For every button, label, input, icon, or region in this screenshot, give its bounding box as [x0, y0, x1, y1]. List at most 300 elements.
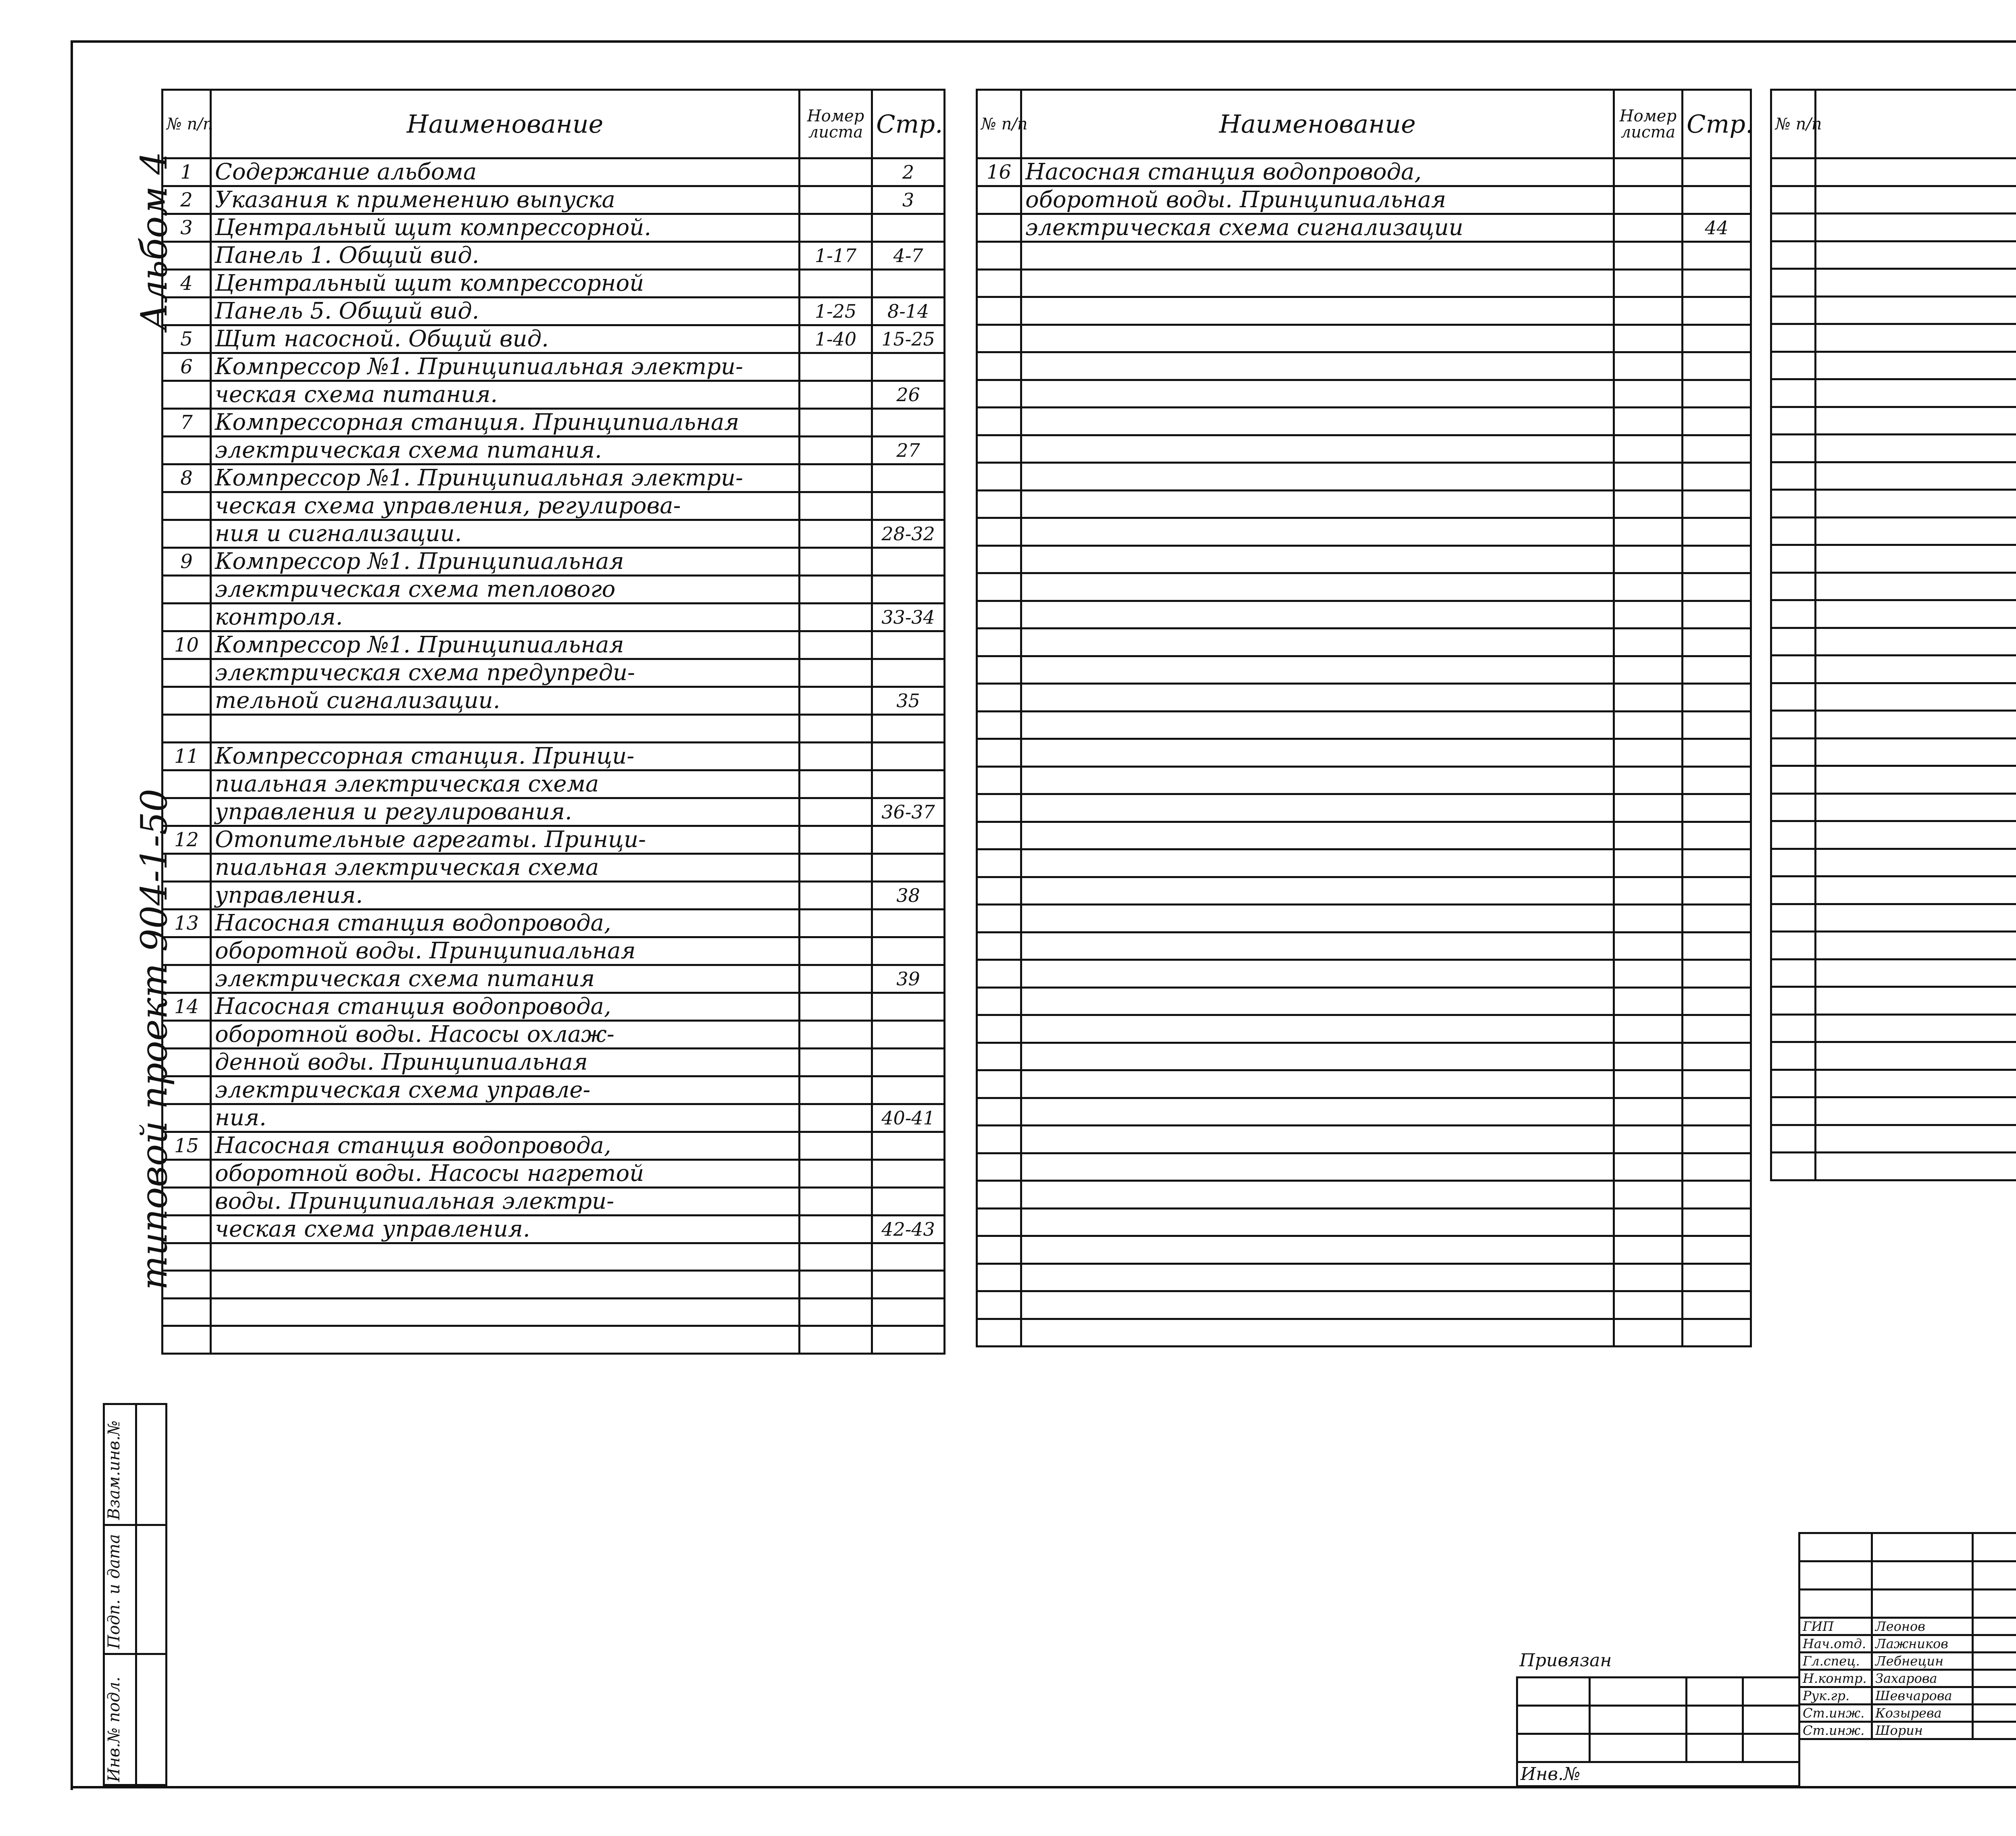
- table-row: [162, 1271, 945, 1299]
- cell-sheet: [1614, 960, 1683, 988]
- cell-sheet: [1614, 794, 1683, 822]
- cell-page: 2: [872, 158, 945, 186]
- cell-num: [977, 435, 1021, 463]
- cell-page: [1683, 408, 1751, 435]
- cell-num: [1771, 572, 1816, 600]
- cell-sheet: [1614, 1070, 1683, 1098]
- cell-page: [1683, 490, 1751, 518]
- cell-sheet: [800, 770, 872, 798]
- role-row: [1799, 1687, 2016, 1705]
- cell-name: [1816, 1125, 2016, 1153]
- cell-num: [1771, 904, 1816, 932]
- cell-num: [1771, 269, 1816, 297]
- table-row: [162, 576, 945, 604]
- cell-name: [1021, 711, 1614, 739]
- cell-name: [1816, 214, 2016, 241]
- cell-sheet: [1614, 1126, 1683, 1153]
- table-row: [977, 1264, 1751, 1291]
- cell-num: [1771, 352, 1816, 379]
- table-row: [162, 853, 945, 881]
- cell-name: [1816, 656, 2016, 683]
- cell-name: [1816, 269, 2016, 297]
- cell-name: оборотной воды. Насосы охлаж-: [211, 1020, 800, 1048]
- table-row: [1771, 186, 2016, 214]
- cell-name: Компрессор №1. Принципиальная: [211, 548, 800, 576]
- cell-name: оборотной воды. Насосы нагретой: [211, 1159, 800, 1187]
- cell-num: [1771, 214, 1816, 241]
- table-row: [1771, 959, 2016, 987]
- cell-name: [1816, 324, 2016, 352]
- cell-sheet: [800, 1243, 872, 1271]
- role-row: [1799, 1670, 2016, 1687]
- cell-num: [977, 794, 1021, 822]
- cell-sheet: [800, 548, 872, 576]
- cell-num: [977, 242, 1021, 270]
- table-row: [162, 715, 945, 743]
- table-row: [162, 242, 945, 270]
- table-row: [162, 909, 945, 937]
- cell-num: [1771, 793, 1816, 821]
- cell-sheet: [800, 353, 872, 381]
- cell-name: электрическая схема питания: [211, 965, 800, 993]
- cell-name: Насосная станция водопровода,: [211, 909, 800, 937]
- cell-name: [1816, 821, 2016, 849]
- cell-num: [977, 214, 1021, 242]
- cell-num: [1771, 186, 1816, 214]
- cell-page: [1683, 905, 1751, 933]
- cell-sheet: [1614, 1043, 1683, 1070]
- cell-name: Насосная станция водопровода,: [211, 1132, 800, 1159]
- signature-cell: [1973, 1618, 2016, 1635]
- cell-name: [1021, 629, 1614, 656]
- cell-name: [1021, 822, 1614, 849]
- cell-name: Центральный щит компрессорной: [211, 270, 800, 298]
- cell-page: [1683, 1208, 1751, 1236]
- table-row: [162, 1048, 945, 1076]
- cell-num: [1771, 849, 1816, 876]
- cell-name: [1816, 379, 2016, 407]
- table-row: [162, 604, 945, 631]
- cell-page: [872, 1271, 945, 1299]
- cell-page: [872, 937, 945, 965]
- cell-num: [162, 576, 211, 604]
- cell-sheet: [1614, 297, 1683, 325]
- table-row: [977, 158, 1751, 186]
- cell-num: [162, 687, 211, 715]
- cell-num: [977, 656, 1021, 684]
- cell-name: воды. Принципиальная электри-: [211, 1187, 800, 1215]
- cell-num: [977, 1126, 1021, 1153]
- cell-page: 44: [1683, 214, 1751, 242]
- role-row: [1799, 1722, 2016, 1739]
- cell-sheet: [800, 798, 872, 826]
- contents-table-3-body: [1771, 158, 2016, 1180]
- bind-cell: [1517, 1677, 1590, 1705]
- cell-sheet: [1614, 739, 1683, 767]
- cell-sheet: [1614, 1236, 1683, 1264]
- cell-sheet: [1614, 1098, 1683, 1126]
- title-block: [1516, 1532, 2016, 1782]
- table-row: [1771, 1070, 2016, 1097]
- cell-name: [1021, 1153, 1614, 1181]
- cell-name: [1021, 297, 1614, 325]
- table-row: [162, 1159, 945, 1187]
- cell-page: [872, 659, 945, 687]
- cell-num: [977, 684, 1021, 712]
- cell-num: [977, 352, 1021, 380]
- role-label: Ст.инж.: [1799, 1705, 1872, 1722]
- contents-table-1-body: [162, 158, 945, 1354]
- table-row: [977, 1126, 1751, 1153]
- cell-page: [1683, 601, 1751, 629]
- table-row: [977, 601, 1751, 629]
- cell-page: [1683, 545, 1751, 573]
- cell-name: [211, 1298, 800, 1326]
- table-row: [977, 545, 1751, 573]
- cell-num: 11: [162, 742, 211, 770]
- cell-page: 15-25: [872, 325, 945, 353]
- cell-num: [1771, 1042, 1816, 1070]
- table-row: [977, 960, 1751, 988]
- cell-sheet: [800, 492, 872, 520]
- cell-num: [162, 659, 211, 687]
- cell-name: [1021, 408, 1614, 435]
- role-person: Захарова: [1872, 1670, 1973, 1687]
- cell-name: [1021, 1181, 1614, 1209]
- cell-page: 3: [872, 186, 945, 214]
- cell-page: [1683, 1236, 1751, 1264]
- cell-sheet: [1614, 766, 1683, 794]
- cell-num: [1771, 1153, 1816, 1180]
- cell-name: [211, 1243, 800, 1271]
- cell-sheet: [1614, 601, 1683, 629]
- cell-num: [977, 1153, 1021, 1181]
- cell-name: [1816, 517, 2016, 545]
- cell-page: [1683, 1043, 1751, 1070]
- cell-name: [211, 715, 800, 743]
- side-album: Альбом 4: [133, 151, 175, 331]
- cell-sheet: [800, 1187, 872, 1215]
- cell-sheet: [1614, 932, 1683, 960]
- cell-num: [162, 604, 211, 631]
- cell-name: [1816, 435, 2016, 462]
- table-row: [162, 1020, 945, 1048]
- cell-num: [977, 1236, 1021, 1264]
- sig-cell: [1973, 1590, 2016, 1618]
- bind-cell: [1590, 1734, 1687, 1762]
- table-row: [1771, 517, 2016, 545]
- cell-name: денной воды. Принципиальная: [211, 1048, 800, 1076]
- cell-num: [977, 905, 1021, 933]
- table-row: [977, 849, 1751, 877]
- cell-sheet: [800, 604, 872, 631]
- cell-name: Насосная станция водопровода,: [1021, 158, 1614, 186]
- frame-left: [71, 40, 73, 1790]
- cell-name: [1816, 1097, 2016, 1125]
- role-label: ГИП: [1799, 1618, 1872, 1635]
- cell-name: [1021, 490, 1614, 518]
- table-row: [162, 965, 945, 993]
- cell-name: [1816, 932, 2016, 960]
- cell-name: Отопительные агрегаты. Принци-: [211, 826, 800, 853]
- cell-name: [1021, 1264, 1614, 1291]
- cell-name: управления.: [211, 881, 800, 909]
- role-person: Козырева: [1872, 1705, 1973, 1722]
- cell-sheet: [1614, 684, 1683, 712]
- cell-name: [211, 1271, 800, 1299]
- cell-num: [977, 629, 1021, 656]
- table-row: [1771, 241, 2016, 269]
- cell-num: [977, 601, 1021, 629]
- cell-name: пиальная электрическая схема: [211, 770, 800, 798]
- cell-name: [1816, 1042, 2016, 1070]
- cell-page: [1683, 297, 1751, 325]
- cell-page: [1683, 1264, 1751, 1291]
- table-row: [977, 656, 1751, 684]
- table-row: [162, 492, 945, 520]
- cell-name: [1816, 407, 2016, 435]
- cell-sheet: [800, 937, 872, 965]
- cell-sheet: [800, 520, 872, 548]
- table-row: [1771, 849, 2016, 876]
- cell-num: [162, 492, 211, 520]
- cell-name: Компрессорная станция. Принципиальная: [211, 409, 800, 437]
- cell-page: [872, 853, 945, 881]
- cell-page: [872, 1298, 945, 1326]
- table-row: [977, 932, 1751, 960]
- cell-page: [872, 464, 945, 492]
- inv-label: Инв.№: [1517, 1762, 1799, 1786]
- cell-sheet: [800, 1020, 872, 1048]
- cell-page: 28-32: [872, 520, 945, 548]
- table-row: [1771, 296, 2016, 324]
- cell-num: [162, 1076, 211, 1104]
- table-row: [1771, 462, 2016, 490]
- table-row: [1771, 628, 2016, 656]
- cell-sheet: [1614, 408, 1683, 435]
- cell-sheet: [800, 909, 872, 937]
- cell-num: [162, 1187, 211, 1215]
- table-row: [977, 1208, 1751, 1236]
- col-num-header-3: № п/п: [1771, 90, 1816, 158]
- sig-cell: [1872, 1561, 1973, 1590]
- sig-cell: [1872, 1533, 1973, 1561]
- signatures-grid: [1798, 1532, 2016, 1740]
- table-row: [162, 770, 945, 798]
- table-row: [162, 409, 945, 437]
- cell-sheet: [1614, 214, 1683, 242]
- cell-sheet: [1614, 987, 1683, 1015]
- bind-cell: [1743, 1705, 1799, 1734]
- role-row: [1799, 1635, 2016, 1653]
- cell-page: [1683, 766, 1751, 794]
- table-row: [1771, 214, 2016, 241]
- cell-name: ния.: [211, 1104, 800, 1132]
- cell-num: [1771, 656, 1816, 683]
- table-row: [977, 1319, 1751, 1347]
- table-row: [1771, 490, 2016, 518]
- cell-name: [1021, 435, 1614, 463]
- signature-cell: [1973, 1635, 2016, 1653]
- cell-page: 38: [872, 881, 945, 909]
- cell-page: [872, 270, 945, 298]
- table-row: [977, 1098, 1751, 1126]
- side-stamp-h1: [103, 1524, 167, 1526]
- cell-num: 12: [162, 826, 211, 853]
- table-row: [1771, 600, 2016, 628]
- cell-sheet: [1614, 325, 1683, 352]
- cell-num: [977, 1264, 1021, 1291]
- cell-num: [977, 1319, 1021, 1347]
- cell-name: [1816, 1070, 2016, 1097]
- cell-page: [1683, 573, 1751, 601]
- cell-num: [977, 1291, 1021, 1319]
- cell-page: [1683, 380, 1751, 408]
- cell-num: [977, 463, 1021, 491]
- cell-name: [1816, 186, 2016, 214]
- cell-num: [1771, 959, 1816, 987]
- cell-num: [977, 766, 1021, 794]
- side-project: типовой проект 904-1-50: [133, 789, 175, 1290]
- cell-num: 3: [162, 214, 211, 242]
- table-row: [977, 905, 1751, 933]
- table-row: [1771, 932, 2016, 960]
- cell-name: управления и регулирования.: [211, 798, 800, 826]
- cell-name: [1816, 600, 2016, 628]
- bind-cell: [1590, 1705, 1687, 1734]
- cell-page: [872, 1048, 945, 1076]
- cell-page: [872, 492, 945, 520]
- cell-page: [1683, 822, 1751, 849]
- cell-name: электрическая схема управле-: [211, 1076, 800, 1104]
- cell-sheet: [800, 464, 872, 492]
- cell-sheet: [800, 715, 872, 743]
- cell-num: [1771, 987, 1816, 1015]
- cell-page: [872, 715, 945, 743]
- cell-num: 16: [977, 158, 1021, 186]
- cell-num: [162, 770, 211, 798]
- cell-num: [1771, 1097, 1816, 1125]
- cell-num: [977, 325, 1021, 352]
- table-row: [162, 381, 945, 409]
- roles-body: [1799, 1618, 2016, 1739]
- bind-cell: [1687, 1677, 1743, 1705]
- role-label: Ст.инж.: [1799, 1722, 1872, 1739]
- cell-sheet: [800, 687, 872, 715]
- cell-sheet: [1614, 545, 1683, 573]
- table-row: [977, 242, 1751, 270]
- table-row: [977, 794, 1751, 822]
- cell-name: [1816, 1014, 2016, 1042]
- cell-num: [1771, 1070, 1816, 1097]
- cell-name: [1021, 849, 1614, 877]
- cell-sheet: [800, 631, 872, 659]
- signature-cell: [1973, 1722, 2016, 1739]
- cell-num: [1771, 876, 1816, 904]
- cell-sheet: [1614, 490, 1683, 518]
- cell-sheet: [1614, 1319, 1683, 1347]
- table-row: [162, 659, 945, 687]
- cell-page: 4-7: [872, 242, 945, 270]
- signature-cell: [1973, 1653, 2016, 1670]
- cell-name: [1021, 766, 1614, 794]
- contents-table-3: [1770, 89, 2016, 1181]
- cell-name: [1021, 656, 1614, 684]
- cell-num: [162, 1326, 211, 1354]
- table-row: [1771, 1125, 2016, 1153]
- cell-name: [1816, 628, 2016, 656]
- side-stamp-2: Подп. и дата: [105, 1534, 123, 1649]
- cell-name: Компрессор №1. Принципиальная: [211, 631, 800, 659]
- cell-num: [1771, 1125, 1816, 1153]
- cell-sheet: 1-17: [800, 242, 872, 270]
- signature-cell: [1973, 1670, 2016, 1687]
- col-page-header: Стр.: [872, 90, 945, 158]
- cell-num: [162, 853, 211, 881]
- table-row: [977, 214, 1751, 242]
- cell-num: 8: [162, 464, 211, 492]
- cell-page: [1683, 435, 1751, 463]
- cell-page: [1683, 463, 1751, 491]
- cell-page: [1683, 518, 1751, 546]
- cell-page: [872, 993, 945, 1020]
- cell-page: [1683, 269, 1751, 297]
- table-row: [162, 1215, 945, 1243]
- sig-cell: [1799, 1561, 1872, 1590]
- cell-page: [872, 409, 945, 437]
- table-row: [977, 297, 1751, 325]
- bound-label: Привязан: [1517, 1645, 1799, 1677]
- cell-name: [1021, 1236, 1614, 1264]
- cell-page: [1683, 849, 1751, 877]
- cell-name: [1021, 987, 1614, 1015]
- table-row: [1771, 987, 2016, 1015]
- cell-name: [1021, 242, 1614, 270]
- cell-num: [1771, 241, 1816, 269]
- cell-num: [162, 1104, 211, 1132]
- table-row: [977, 518, 1751, 546]
- cell-page: [872, 1187, 945, 1215]
- cell-num: [162, 242, 211, 270]
- cell-page: 42-43: [872, 1215, 945, 1243]
- table-row: [1771, 711, 2016, 739]
- cell-name: Компрессор №1. Принципиальная электри-: [211, 353, 800, 381]
- cell-num: [977, 849, 1021, 877]
- cell-name: [1021, 352, 1614, 380]
- table-row: [977, 380, 1751, 408]
- cell-num: [977, 960, 1021, 988]
- cell-name: [1816, 876, 2016, 904]
- table-row: [162, 1132, 945, 1159]
- contents-table-2-body: [977, 158, 1751, 1347]
- cell-page: [1683, 794, 1751, 822]
- cell-page: [1683, 932, 1751, 960]
- cell-sheet: [1614, 158, 1683, 186]
- table-row: [162, 186, 945, 214]
- cell-page: [1683, 186, 1751, 214]
- cell-sheet: [800, 1298, 872, 1326]
- cell-name: Содержание альбома: [211, 158, 800, 186]
- role-row: [1799, 1618, 2016, 1635]
- cell-num: 1: [162, 158, 211, 186]
- cell-name: [1021, 684, 1614, 712]
- cell-sheet: [1614, 849, 1683, 877]
- cell-sheet: [800, 409, 872, 437]
- cell-num: [977, 1181, 1021, 1209]
- table-row: [1771, 352, 2016, 379]
- cell-num: [1771, 545, 1816, 573]
- cell-num: [162, 1159, 211, 1187]
